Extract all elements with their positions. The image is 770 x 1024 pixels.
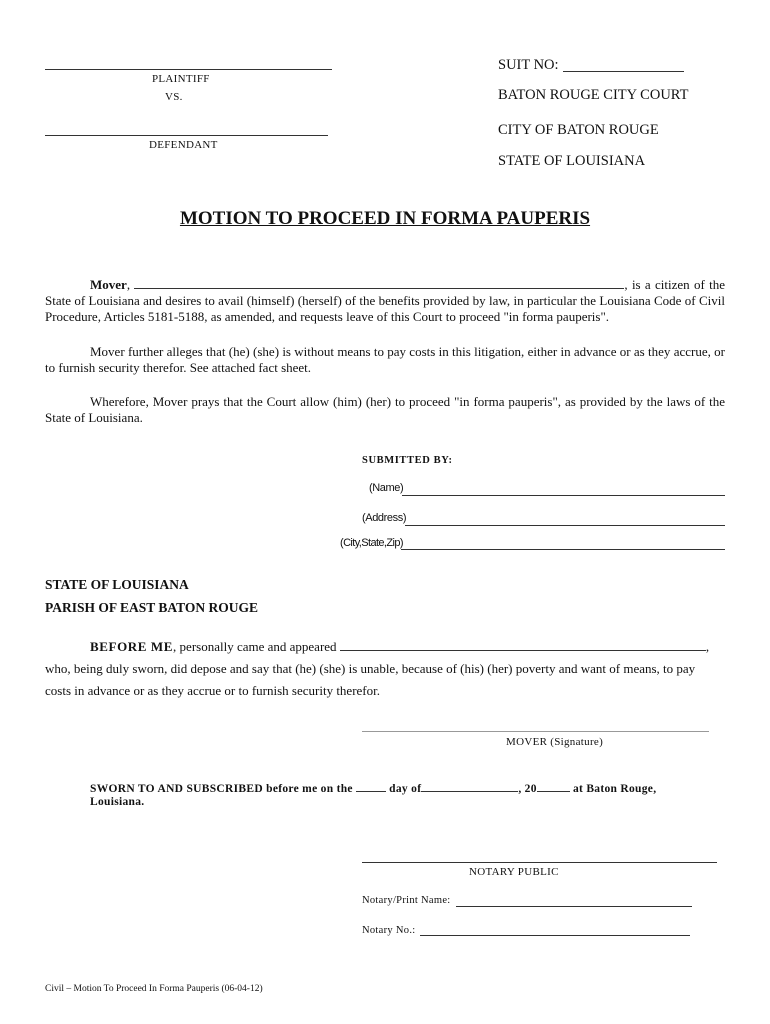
sworn-year-prefix: , 20	[518, 783, 537, 795]
sworn-prefix: SWORN TO AND SUBSCRIBED before me on the	[90, 783, 353, 795]
plaintiff-line[interactable]	[45, 69, 332, 70]
plaintiff-label: PLAINTIFF	[152, 73, 210, 85]
notary-print-name-field[interactable]	[456, 906, 692, 907]
city-name: CITY OF BATON ROUGE	[498, 122, 659, 138]
mover-signature-label: MOVER (Signature)	[506, 736, 604, 748]
city-state-zip-label: (City,State,Zip)	[340, 537, 403, 549]
paragraph-2-text: Mover further alleges that (he) (she) is without means to pay costs in this litigation, either in advance or as they accrue, or to furnish security therefor. See attached fact sheet.	[45, 344, 725, 375]
paragraph-mover: Mover, , is a citizen of the State of Louisiana and desires to avail (himself) (herself) of the benefits provided by law, in particular the Louisiana Code of Civil Procedure, Articles 5181-5188, as amended, and requests leave of this Court to proceed "in forma pauperis".	[45, 277, 725, 324]
city-state-zip-field[interactable]	[401, 549, 725, 550]
mover-name-field[interactable]	[134, 277, 624, 289]
paragraph-wherefore	[45, 394, 725, 426]
sworn-line-1	[90, 780, 656, 795]
sworn-day-field[interactable]	[356, 780, 386, 792]
affiant-name-field[interactable]	[340, 639, 706, 651]
sworn-month-field[interactable]	[421, 780, 518, 792]
state-name: STATE OF LOUISIANA	[498, 153, 646, 169]
submitted-by-heading: SUBMITTED BY:	[362, 455, 453, 466]
paragraph-1-text: , is a citizen of the State of Louisiana and desires to avail (himself) (herself) of the benefits provided by law, in particular the Louisiana Code of Civil Procedure, Articles 5181-5188, as amended, and requests leave of this Court to proceed "in forma pauperis".	[45, 277, 725, 324]
sworn-day-label: day of	[389, 783, 422, 795]
name-field[interactable]	[402, 495, 725, 496]
affidavit-line-2: who, being duly sworn, did depose and say that (he) (she) is unable, because of (his) (her) poverty and want of means, to pay	[45, 661, 696, 676]
affidavit-line-3: costs in advance or as they accrue or to furnish security therefor.	[45, 683, 380, 698]
defendant-label: DEFENDANT	[149, 139, 218, 151]
sworn-suffix: at Baton Rouge,	[572, 783, 657, 795]
suit-no-field[interactable]	[563, 71, 684, 72]
paragraph-means	[45, 344, 725, 376]
sworn-year-field[interactable]	[537, 780, 570, 792]
defendant-line[interactable]	[45, 135, 328, 136]
affidavit-parish: PARISH OF EAST BATON ROUGE	[45, 600, 259, 615]
notary-number-label: Notary No.:	[362, 925, 416, 936]
notary-public-label: NOTARY PUBLIC	[469, 866, 559, 878]
mover-label: Mover	[90, 277, 127, 292]
affidavit-line-1	[90, 639, 709, 655]
affidavit-state: STATE OF LOUISIANA	[45, 577, 189, 592]
notary-print-name-label: Notary/Print Name:	[362, 895, 451, 906]
address-field[interactable]	[405, 525, 725, 526]
paragraph-3-text: Wherefore, Mover prays that the Court allow (him) (her) to proceed "in forma pauperis", as provided by the laws of the State of Louisiana.	[45, 394, 725, 425]
notary-number-field[interactable]	[420, 935, 690, 936]
affidavit-comma: ,	[705, 639, 710, 654]
appeared-text: , personally came and appeared	[173, 639, 337, 654]
sworn-line-2: Louisiana.	[90, 796, 145, 808]
mover-signature-field[interactable]	[362, 731, 709, 732]
before-me-label: BEFORE ME	[90, 639, 174, 654]
suit-no-label: SUIT NO:	[498, 57, 559, 73]
address-label: (Address)	[362, 512, 407, 524]
name-label: (Name)	[369, 482, 404, 494]
document-title: MOTION TO PROCEED IN FORMA PAUPERIS	[179, 208, 591, 229]
vs-label: VS.	[165, 91, 183, 103]
notary-signature-field[interactable]	[362, 862, 717, 863]
court-name: BATON ROUGE CITY COURT	[498, 87, 689, 103]
form-footer: Civil – Motion To Proceed In Forma Pauperis (06-04-12)	[45, 984, 263, 994]
